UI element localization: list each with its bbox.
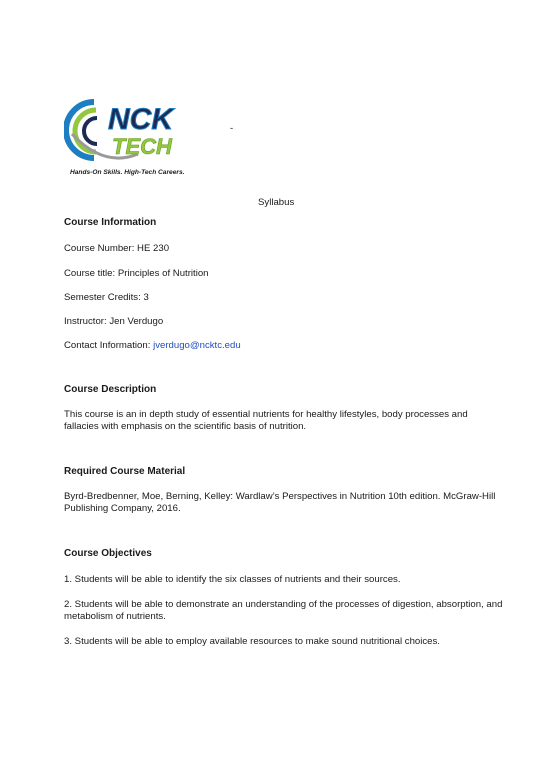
contact-information (64, 340, 241, 352)
objective-item: 3. Students will be able to employ available resources to make sound nutritional choices. (64, 636, 440, 647)
course-material-text: Byrd-Bredbenner, Moe, Berning, Kelley: Wardlaw’s Perspectives in Nutrition 10th edition. McGraw-Hill Publishing Company, 2016. (64, 491, 496, 514)
objective-item: 1. Students will be able to identify the six classes of nutrients and their sources. (64, 574, 401, 585)
instructor: Instructor: Jen Verdugo (64, 316, 164, 327)
logo-tagline: Hands-On Skills. High-Tech Careers. (70, 169, 185, 176)
course-description-text: This course is an in depth study of essential nutrients for healthy lifestyles, body processes and fallacies with emphasis on the scientific basis of nutrition. (64, 409, 468, 432)
page-title: Syllabus (258, 197, 295, 208)
semester-credits: Semester Credits: 3 (64, 292, 149, 303)
course-title: Course title: Principles of Nutrition (64, 268, 209, 279)
logo-text-nck: NCK (108, 103, 173, 136)
header-dash: - (230, 123, 234, 134)
objective-item: 2. Students will be able to demonstrate an understanding of the processes of digestion, absorption, and metabolism of nutrients. (64, 599, 503, 622)
contact-label: Contact Information: (64, 340, 151, 351)
course-number: Course Number: HE 230 (64, 243, 170, 254)
logo-graphic (64, 94, 224, 178)
contact-email-link[interactable]: jverdugo@ncktc.edu (153, 340, 241, 351)
logo-text-tech: TECH (112, 134, 172, 159)
course-objectives-heading: Course Objectives (64, 548, 152, 559)
course-info-heading: Course Information (64, 217, 157, 228)
nck-tech-logo (64, 94, 224, 178)
course-description-heading: Course Description (64, 384, 157, 395)
course-material-heading: Required Course Material (64, 466, 186, 477)
